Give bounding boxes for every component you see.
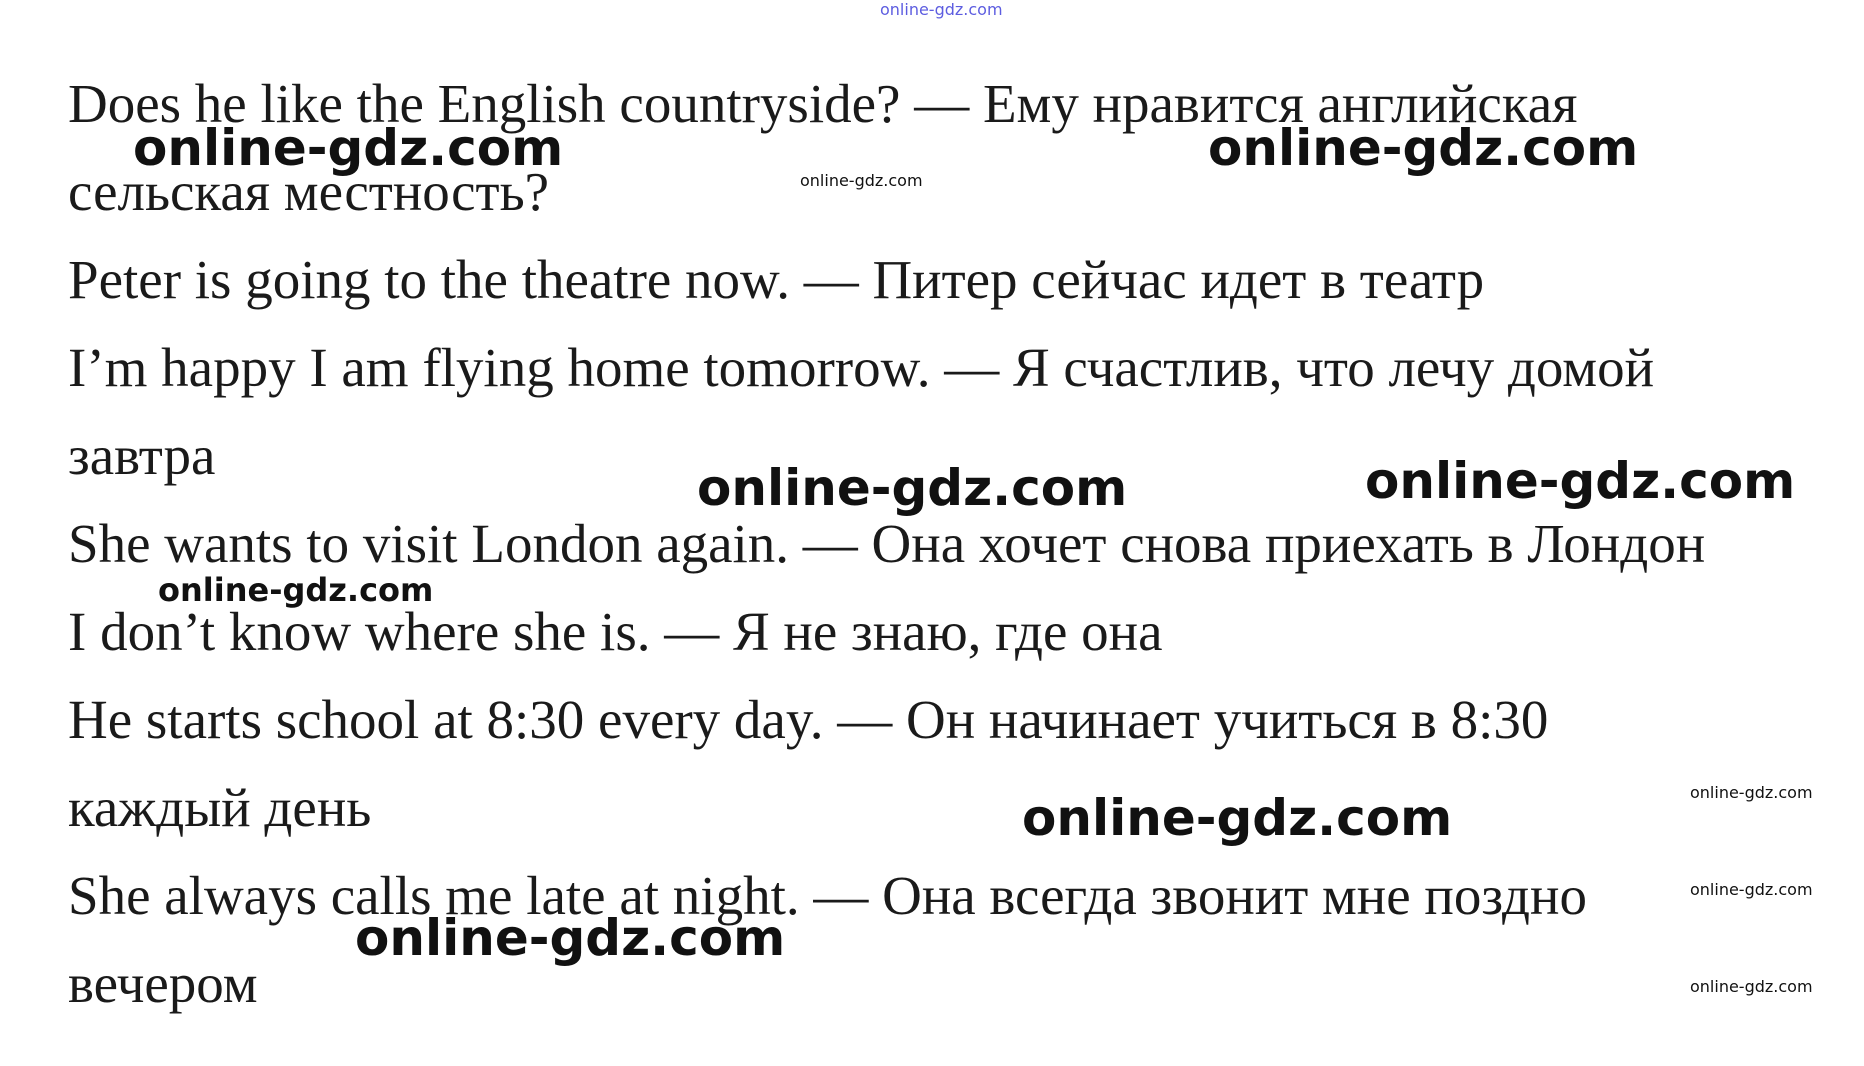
watermark-medium: online-gdz.com <box>158 571 434 609</box>
watermark-large: online-gdz.com <box>1365 452 1796 510</box>
sentence-line-1: Does he like the English countryside? — Ему нравится английская <box>68 73 1578 134</box>
sentence-line-2: сельская местность? <box>68 161 550 222</box>
sentence-line-7: I don’t know where she is. — Я не знаю, где она <box>68 601 1163 662</box>
watermark-small: online-gdz.com <box>1690 880 1813 899</box>
sentence-line-6: She wants to visit London again. — Она хочет снова приехать в Лондон <box>68 513 1706 574</box>
watermark-large: online-gdz.com <box>133 119 564 177</box>
watermark-large: online-gdz.com <box>355 909 786 967</box>
sentence-line-11: вечером <box>68 953 258 1014</box>
sentence-line-8: He starts school at 8:30 every day. — Он начинает учиться в 8:30 <box>68 689 1549 750</box>
header-watermark: online-gdz.com <box>880 0 1003 19</box>
sentence-line-9: каждый день <box>68 777 372 838</box>
watermark-large: online-gdz.com <box>1208 119 1639 177</box>
watermark-small: online-gdz.com <box>1690 977 1813 996</box>
watermark-large: online-gdz.com <box>1022 789 1453 847</box>
watermark-small: online-gdz.com <box>1690 783 1813 802</box>
sentence-line-4: I’m happy I am flying home tomorrow. — Я счастлив, что лечу домой <box>68 337 1655 398</box>
watermark-small: online-gdz.com <box>800 171 923 190</box>
sentence-line-10: She always calls me late at night. — Она всегда звонит мне поздно <box>68 865 1587 926</box>
sentence-line-5: завтра <box>68 425 216 486</box>
sentence-line-3: Peter is going to the theatre now. — Питер сейчас идет в театр <box>68 249 1485 310</box>
watermark-large: online-gdz.com <box>697 459 1128 517</box>
